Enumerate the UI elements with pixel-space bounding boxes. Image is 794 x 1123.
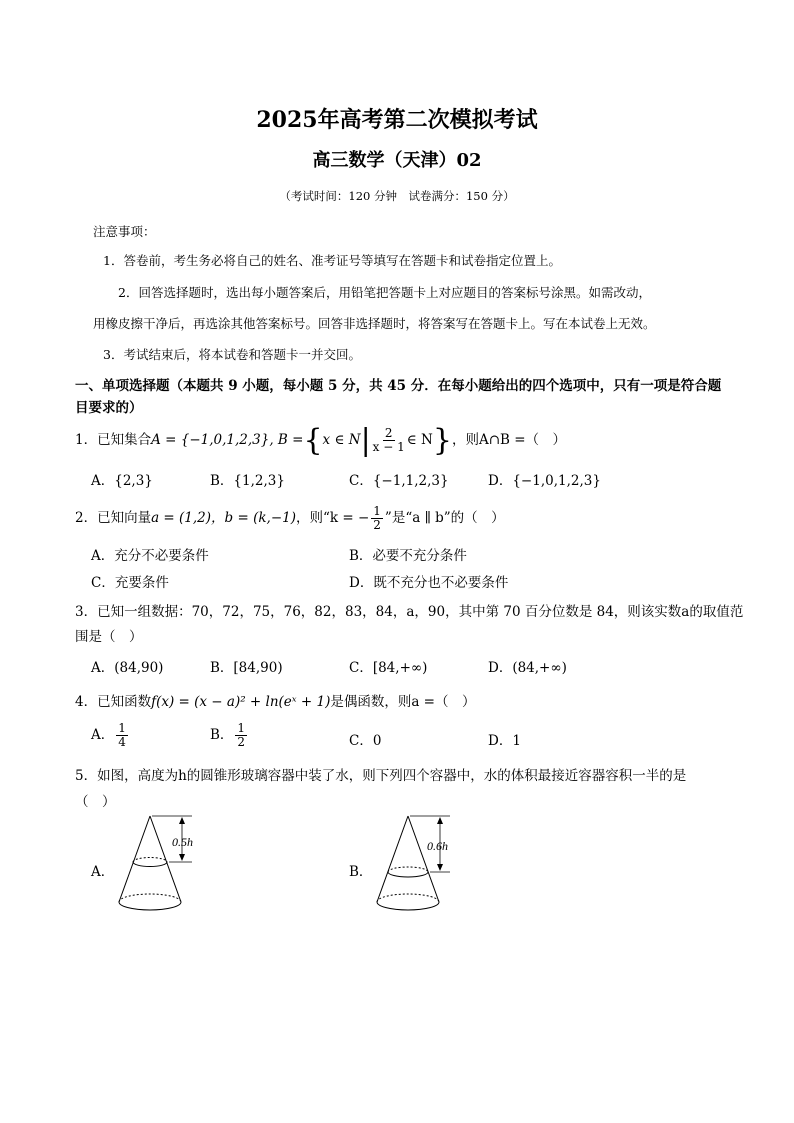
figure-b-label: 0.6h [427, 839, 448, 853]
q1-suffix: ，则A∩B =（ ） [451, 432, 567, 448]
exam-subtitle: 高三数学（天津）02 [312, 150, 482, 171]
q4-function: f(x) = (x − a)² + ln(eˣ + 1) [151, 694, 331, 710]
q2-suffix: ”是“a ∥ b”的（ ） [384, 510, 505, 527]
note-1: 1．答卷前，考生务必将自己的姓名、准考证号等填写在答题卡和试卷指定位置上。 [103, 253, 561, 268]
notes-heading: 注意事项： [93, 224, 156, 239]
exam-title: 2025年高考第二次模拟考试 [256, 107, 538, 133]
q4-suffix: 是偶函数，则a =（ ） [330, 694, 476, 710]
note-3: 3．考试结束后，将本试卷和答题卡一并交回。 [103, 347, 361, 362]
q2-vectors: a = (1,2)，b = (k,−1) [151, 510, 296, 527]
q1-set-b-pre: x ∈ N [322, 432, 361, 448]
q1-fraction: $\frac{2}{x - 1}$ [372, 425, 405, 454]
q5-option-b[interactable]: B． [349, 864, 373, 880]
question-3-line2: 围是（ ） [75, 629, 143, 645]
section-heading-line1: 一、单项选择题（本题共 9 小题，每小题 5 分，共 45 分．在每小题给出的四个选项中，只有一项是符合题 [75, 378, 722, 394]
q3-option-d[interactable]: D．(84,+∞) [488, 660, 567, 676]
note-2-line1: 2．回答选择题时，选出每小题答案后，用铅笔把答题卡上对应题目的答案标号涂黑。如需改动， [118, 285, 651, 300]
q1-option-d[interactable]: D．{−1,0,1,2,3} [488, 473, 601, 489]
q4-option-c[interactable]: C．0 [349, 733, 382, 749]
question-2 [75, 505, 505, 532]
cone-figure-a [110, 810, 210, 920]
q5-option-a[interactable]: A． [91, 864, 115, 880]
q2-option-a[interactable]: A．充分不必要条件 [91, 548, 209, 564]
q1-set-b-post: ∈ N [406, 432, 433, 448]
figure-a-label: 0.5h [172, 835, 193, 849]
q2-mid: ，则“k = − [295, 510, 370, 527]
section-heading-line2: 目要求的） [75, 400, 143, 416]
q4-option-d[interactable]: D．1 [488, 733, 521, 749]
q4-option-a[interactable]: A． $\frac{1}{4}$ [91, 721, 126, 750]
q2-option-b[interactable]: B．必要不充分条件 [349, 548, 467, 564]
q1-option-a[interactable]: A．{2,3} [91, 473, 153, 489]
question-3-line1: 3．已知一组数据：70，72，75，76，82，83，84，a，90，其中第 70 百分位数是 84，则该实数a的取值范 [75, 604, 744, 620]
question-5-line2: （ ） [75, 794, 116, 810]
q1-option-b[interactable]: B．{1,2,3} [210, 473, 285, 489]
q1-option-c[interactable]: C．{−1,1,2,3} [349, 473, 449, 489]
q3-option-b[interactable]: B．[84,90) [210, 660, 283, 676]
q2-option-d[interactable]: D．既不充分也不必要条件 [349, 575, 509, 591]
q2-option-c[interactable]: C．充要条件 [91, 575, 169, 591]
q2-prefix: 2．已知向量 [75, 510, 152, 527]
q3-option-a[interactable]: A．(84,90) [91, 660, 164, 676]
question-1: 1．已知集合A = {−1,0,1,2,3}, B ={x ∈ N| $\frac{2}{x - 1}$ ∈ N}，则A∩B =（ ） [75, 423, 567, 458]
note-2-line2: 用橡皮擦干净后，再选涂其他答案标号。回答非选择题时，将答案写在答题卡上。写在本试卷上无效。 [93, 316, 656, 331]
q3-option-c[interactable]: C．[84,+∞) [349, 660, 428, 676]
q2-fraction: $\frac{1}{2}$ [373, 504, 381, 533]
question-5-line1: 5．如图，高度为h的圆锥形玻璃容器中装了水，则下列四个容器中，水的体积最接近容器容积一半的是 [75, 768, 687, 784]
q4-option-b[interactable]: B． $\frac{1}{2}$ [210, 721, 246, 750]
q4-prefix: 4．已知函数 [75, 694, 152, 710]
question-4 [75, 690, 476, 710]
q1-prefix: 1．已知集合 [75, 432, 152, 448]
q1-set-a: A = {−1,0,1,2,3}, B = [151, 432, 304, 448]
cone-figure-b [368, 810, 468, 920]
exam-info: （考试时间：120 分钟 试卷满分：150 分） [279, 189, 515, 203]
